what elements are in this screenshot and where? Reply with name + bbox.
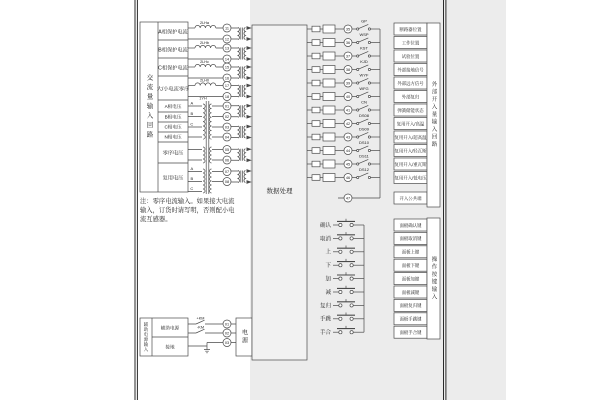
terminal-number: 16 [224,76,230,81]
terminal-number: 05 [224,147,230,152]
terminal-number: 15 [224,65,230,70]
terminal-number: 14 [224,57,230,62]
phase-letter: B [190,111,194,117]
terminal-number: 07 [224,169,230,174]
ac-cell-label: 复用电压 [162,175,184,182]
key-row-label: 面板复归键 [399,303,422,309]
key-row-label: 面板上键 [401,249,420,255]
digital-inputs-vertical-label: 外部开入量输入回路 [430,81,437,149]
terminal-number: 44 [345,149,351,153]
input-row-label: 复用开入/低电压 [394,175,427,181]
processor-box [252,25,307,360]
input-row-label: 弹簧储能状态 [397,107,424,113]
terminal-number: 39 [345,81,351,86]
contact-code: WSP [359,32,369,37]
key-label: 加 [325,276,331,283]
input-row-label: 外部远方信号 [397,80,424,86]
ct-coil-label: 2LHa [199,21,210,25]
key-label: 复归 [319,303,331,310]
input-row-label: 复用开入/高温 [396,121,425,127]
note-line: 输入，订货时请写明，否则配小电 [140,207,235,214]
terminal-number: 03 [224,125,230,130]
key-label: 确认 [319,222,331,229]
input-row-label: 断路器位置 [399,26,422,32]
input-common-label: 开入公共端 [399,196,422,201]
ac-cell-label: C相电压 [164,124,182,130]
key-row-label: 面板取消键 [399,236,422,242]
terminal-number: 46 [345,176,351,180]
contact-code: DS10 [358,140,370,145]
input-row-label: 外部接地信号 [397,67,424,73]
power-input-section [140,317,252,357]
ct-coil-label: 2LHc [200,60,209,64]
contact-code: GP [361,18,367,24]
key-label: 减 [325,289,331,296]
switch-label: -KM [197,325,204,330]
ac-cell-label: A相电压 [164,104,182,110]
current-input-wiring [188,21,252,101]
power-input-vertical-label: 辅助电源输入 [144,322,149,352]
terminal-number: 18 [224,94,230,99]
terminal-number: 45 [345,162,351,167]
key-row-label: 面板下键 [401,263,420,268]
ac-cell-label: 零序电压 [162,150,184,157]
input-row-label: 试验位置 [401,53,420,59]
terminal-number: 02 [224,331,230,336]
contact-code: KJD [360,59,368,64]
terminal-number: 40 [345,95,351,99]
ac-cell-label: N相电压 [164,134,182,140]
key-label: 取消 [319,236,331,243]
power-cell-label: 接地 [165,344,175,350]
terminal-number: 13 [224,46,230,51]
contact-code: CN [361,99,367,105]
key-row-label: 面板减键 [401,289,420,295]
terminal-number: 01 [224,322,230,327]
contact-code: KST [360,45,368,51]
ac-cell-label: C相保护电流 [158,65,188,72]
key-row-label: 面板手合键 [399,330,422,335]
phase-letter: B [190,176,194,182]
input-row-label: 复用开入/重瓦斯 [394,161,427,167]
terminal-number: 42 [345,122,351,126]
phase-letter: C [190,186,194,192]
key-label: 上 [325,249,331,256]
ac-input-vertical-label: 交流量输入回路 [145,73,153,141]
processor-label: 数据处理 [266,188,293,195]
ac-cell-label: B相电压 [164,114,182,120]
note-text [140,196,235,223]
power-cell-label: 辅助电源 [160,325,180,331]
contact-code: DS11 [359,153,369,159]
terminal-number: 01 [224,104,230,109]
ac-cell-label: 大/小电流零序 [156,86,190,93]
terminal-number: 38 [345,68,351,72]
terminal-number: 41 [345,108,351,113]
terminal-number: 43 [345,135,351,140]
phase-letter: A [190,100,194,106]
input-row-label: 工作位置 [401,40,420,46]
switch-label: +KM [196,316,205,321]
terminal-number: 02 [224,114,230,119]
input-row-label: 复用开入/超高温 [394,134,427,140]
terminal-number: 37 [345,54,351,59]
ct-coil-label: 2LH0 [199,78,210,83]
ac-cell-label: A相保护电流 [158,29,188,36]
terminal-number: 04 [224,135,230,140]
terminal-number: 47 [345,196,351,201]
terminal-number: 36 [345,41,351,45]
key-row-label: 面板加键 [401,276,420,282]
phase-letter: A [190,166,194,172]
contact-code: WYF [359,72,369,78]
contact-code: DS09 [358,126,370,132]
phase-letter: C [190,121,194,127]
contact-code: DS08 [358,113,370,118]
power-supply-label: 电源 [240,329,247,345]
input-row-label: 外部复归 [401,94,420,100]
ct-coil-label: 2LHb [199,41,210,45]
key-label: 下 [325,263,331,270]
key-label: 手合 [319,330,331,337]
contact-code: WFG [359,86,369,91]
note-line: 流互感器。 [140,216,172,223]
input-row-label: 复用开入/轻瓦斯 [394,148,427,154]
terminal-number: 17 [224,83,230,88]
ac-cell-label: B相保护电流 [158,47,188,54]
terminal-number: 11 [225,26,229,31]
key-row-label: 面板手跳键 [399,316,422,322]
terminal-number: 08 [224,179,230,184]
note-line: 注：零序电流输入。如果接大电流 [140,198,235,205]
contact-code: DS12 [358,167,370,172]
panel-keys-vertical-label: 操作按键输入 [430,256,437,301]
key-row-label: 面板确认键 [399,222,422,228]
terminal-number: 12 [224,37,230,42]
terminal-number: 35 [345,27,351,32]
terminal-number: 03 [224,340,230,345]
terminal-number: 06 [224,158,230,163]
pt-label: 1YH [199,96,207,101]
key-label: 手跳 [319,316,331,323]
